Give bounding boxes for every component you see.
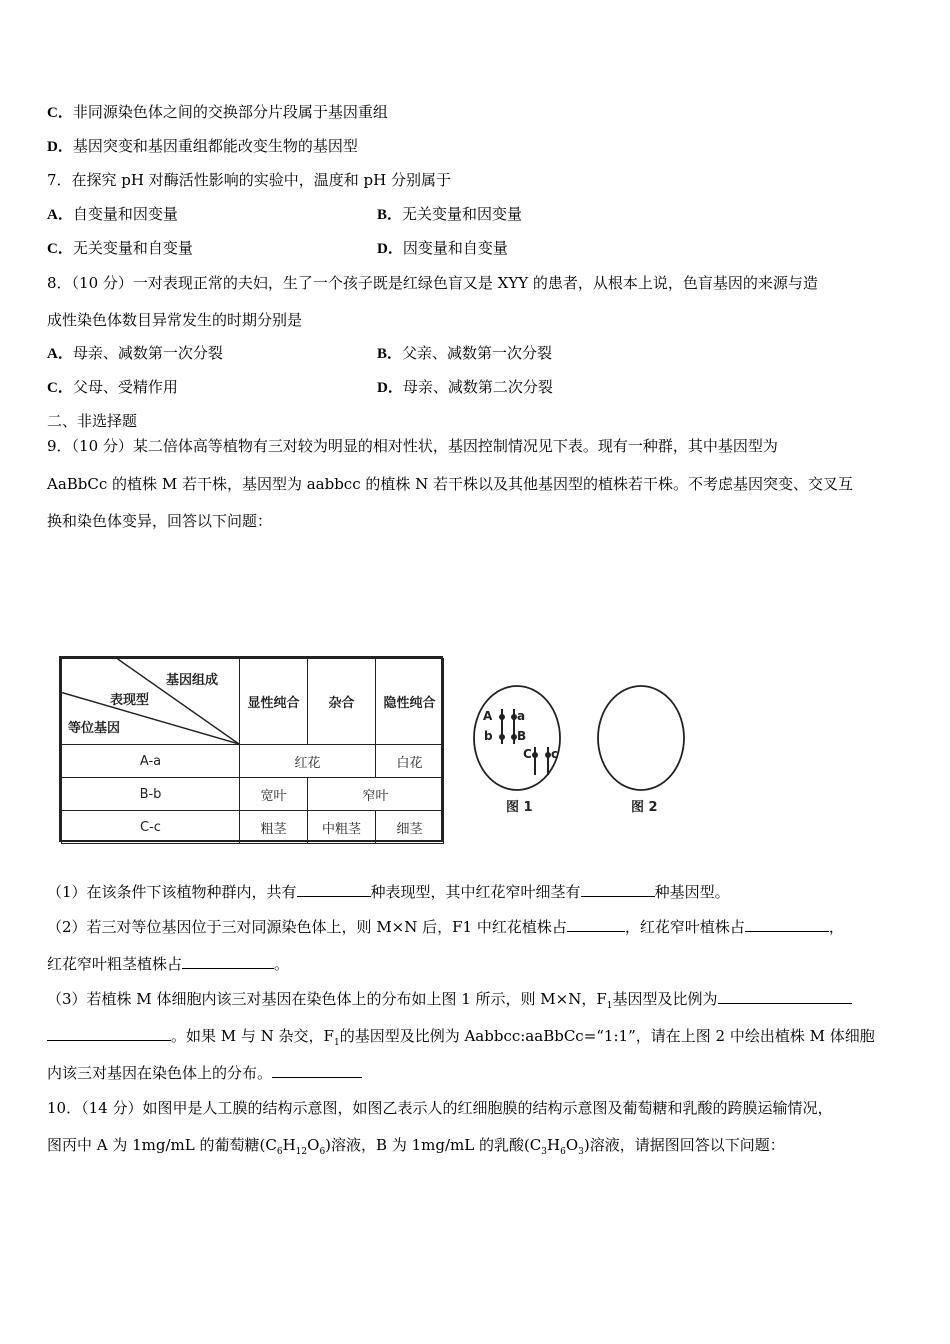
text-segment: 的基因型及比例为 Aabbcc:aaBbCc=“1:1”，请在上图 2 中绘出植株 M 体细胞 <box>339 1027 875 1045</box>
header-heterozygous: 杂合 <box>308 659 376 745</box>
q10-stem-line1: 10．（14 分）如图甲是人工膜的结构示意图，如图乙表示人的红细胞膜的结构示意图及葡萄糖和乳酸的跨膜运输情况， <box>47 1099 833 1117</box>
q9-sub2-line1 <box>47 917 844 937</box>
figure-2-caption: 图 2 <box>631 800 658 815</box>
subscript: 6 <box>560 1147 566 1157</box>
table-corner-cell <box>62 659 240 745</box>
q7-stem: 7．在探究 pH 对酶活性影响的实验中，温度和 pH 分别属于 <box>47 171 451 189</box>
q10-stem-line2 <box>47 1135 785 1162</box>
answer-blank[interactable] <box>567 917 625 932</box>
q8-option-c <box>47 377 178 398</box>
option-text: 无关变量和自变量 <box>72 239 193 257</box>
text-segment: （1）在该条件下该植物种群内，共有 <box>47 883 297 901</box>
q6-option-c <box>47 102 388 123</box>
answer-blank[interactable] <box>297 882 371 897</box>
option-label: C． <box>47 380 73 396</box>
figure-2-cell[interactable] <box>596 684 686 792</box>
q8-stem-line1: 8．（10 分）一对表现正常的夫妇，生了一个孩子既是红绿色盲又是 XYY 的患者，从根本上说，色盲基因的来源与造 <box>47 274 818 292</box>
trait-cell: 窄叶 <box>308 778 444 811</box>
gene-label-B: B <box>517 729 527 743</box>
corner-label-phenotype: 表现型 <box>110 693 150 708</box>
text-segment: ， <box>828 918 844 936</box>
trait-cell: 白花 <box>376 745 444 778</box>
text-segment: （2）若三对等位基因位于三对同源染色体上，则 M×N 后，F1 中红花植株占 <box>47 918 567 936</box>
text-segment: 图丙中 A 为 1mg/mL 的葡萄糖(C <box>47 1136 277 1154</box>
text-segment: （3）若植株 M 体细胞内该三对基因在染色体上的分布如上图 1 所示，则 M×N，F <box>47 990 607 1008</box>
trait-cell: 粗茎 <box>240 811 308 844</box>
option-text: 非同源染色体之间的交换部分片段属于基因重组 <box>72 103 388 121</box>
q8-option-a <box>47 343 223 364</box>
section-title: 二、非选择题 <box>47 412 138 430</box>
header-recessive-homozygous: 隐性纯合 <box>376 659 444 745</box>
table-row <box>62 811 444 844</box>
table-row <box>62 778 444 811</box>
answer-blank[interactable] <box>182 954 274 969</box>
option-text: 因变量和自变量 <box>402 239 508 257</box>
corner-label-allele: 等位基因 <box>68 721 121 736</box>
answer-blank[interactable] <box>581 882 655 897</box>
corner-label-genotype: 基因组成 <box>166 673 219 688</box>
subscript: 12 <box>295 1147 308 1157</box>
figure-1-caption: 图 1 <box>506 800 533 815</box>
subscript: 1 <box>606 1001 613 1011</box>
gene-label-A: A <box>483 709 493 723</box>
q9-sub1 <box>47 882 730 902</box>
gene-cell: B-b <box>62 778 240 811</box>
subscript: 1 <box>333 1038 340 1048</box>
figure-1-cell <box>472 684 562 792</box>
trait-cell: 宽叶 <box>240 778 308 811</box>
answer-blank[interactable] <box>745 917 829 932</box>
text-segment: H <box>547 1136 561 1154</box>
option-text: 基因突变和基因重组都能改变生物的基因型 <box>72 137 358 155</box>
answer-blank[interactable] <box>718 989 852 1004</box>
q7-option-d <box>377 238 508 259</box>
gene-label-a: a <box>517 709 526 723</box>
option-text: 父母、受精作用 <box>72 378 178 396</box>
text-segment: 种基因型。 <box>654 883 730 901</box>
text-segment: )溶液，B 为 1mg/mL 的乳酸(C <box>325 1136 542 1154</box>
table-row <box>62 745 444 778</box>
gene-cell: C-c <box>62 811 240 844</box>
option-text: 无关变量和因变量 <box>402 205 523 223</box>
option-text: 自变量和因变量 <box>72 205 178 223</box>
trait-cell: 细茎 <box>376 811 444 844</box>
text-segment: ，红花窄叶植株占 <box>624 918 745 936</box>
text-segment: )溶液，请据图回答以下问题： <box>583 1136 785 1154</box>
option-label: C． <box>47 105 73 121</box>
trait-cell: 中粗茎 <box>308 811 376 844</box>
text-segment: H <box>282 1136 296 1154</box>
q9-stem-line2: AaBbCc 的植株 M 若干株，基因型为 aabbcc 的植株 N 若干株以及其他基因型的植株若干株。不考虑基因突变、交叉互 <box>47 475 854 493</box>
text-segment: 红花窄叶粗茎植株占 <box>47 955 183 973</box>
subscript: 3 <box>541 1147 548 1157</box>
subscript: 3 <box>578 1147 584 1157</box>
q8-option-b <box>377 343 552 364</box>
gene-label-C: C <box>523 747 532 761</box>
q8-stem-line2: 成性染色体数目异常发生的时期分别是 <box>47 311 303 329</box>
answer-blank[interactable] <box>47 1026 171 1041</box>
q9-stem-line1: 9．（10 分）某二倍体高等植物有三对较为明显的相对性状，基因控制情况见下表。现有一种群，其中基因型为 <box>47 437 778 455</box>
option-label: D． <box>377 241 403 257</box>
text-segment: 内该三对基因在染色体上的分布。 <box>47 1064 273 1082</box>
q8-option-d <box>377 377 553 398</box>
option-label: D． <box>377 380 403 396</box>
option-label: D． <box>47 139 73 155</box>
gene-control-table <box>59 656 443 842</box>
subscript: 6 <box>276 1147 283 1157</box>
q7-option-c <box>47 238 193 259</box>
q7-option-b <box>377 204 522 225</box>
q9-sub2-line2 <box>47 954 289 974</box>
empty-cell-icon <box>596 684 686 792</box>
q9-stem-line3: 换和染色体变异，回答以下问题： <box>47 512 273 530</box>
subscript: 6 <box>319 1147 326 1157</box>
option-label: A． <box>47 346 73 362</box>
header-dominant-homozygous: 显性纯合 <box>240 659 308 745</box>
option-label: A． <box>47 207 73 223</box>
text-segment: 。 <box>274 955 290 973</box>
option-text: 母亲、减数第一次分裂 <box>72 344 223 362</box>
trait-cell: 红花 <box>240 745 376 778</box>
gene-label-b: b <box>484 729 493 743</box>
text-segment: O <box>307 1136 320 1154</box>
text-segment: O <box>565 1136 579 1154</box>
answer-blank[interactable] <box>272 1063 362 1078</box>
text-segment: 。如果 M 与 N 杂交，F <box>171 1027 334 1045</box>
q9-sub3-line1 <box>47 989 852 1016</box>
text-segment: 基因型及比例为 <box>612 990 718 1008</box>
option-label: B． <box>377 346 403 362</box>
gene-cell: A-a <box>62 745 240 778</box>
option-label: C． <box>47 241 73 257</box>
q9-sub3-line3 <box>47 1063 362 1083</box>
gene-label-c: c <box>551 747 559 761</box>
q6-option-d <box>47 136 358 157</box>
option-text: 父亲、减数第一次分裂 <box>402 344 553 362</box>
text-segment: 种表现型，其中红花窄叶细茎有 <box>370 883 581 901</box>
q9-sub3-line2 <box>47 1026 875 1053</box>
q7-option-a <box>47 204 178 225</box>
option-label: B． <box>377 207 403 223</box>
option-text: 母亲、减数第二次分裂 <box>402 378 553 396</box>
